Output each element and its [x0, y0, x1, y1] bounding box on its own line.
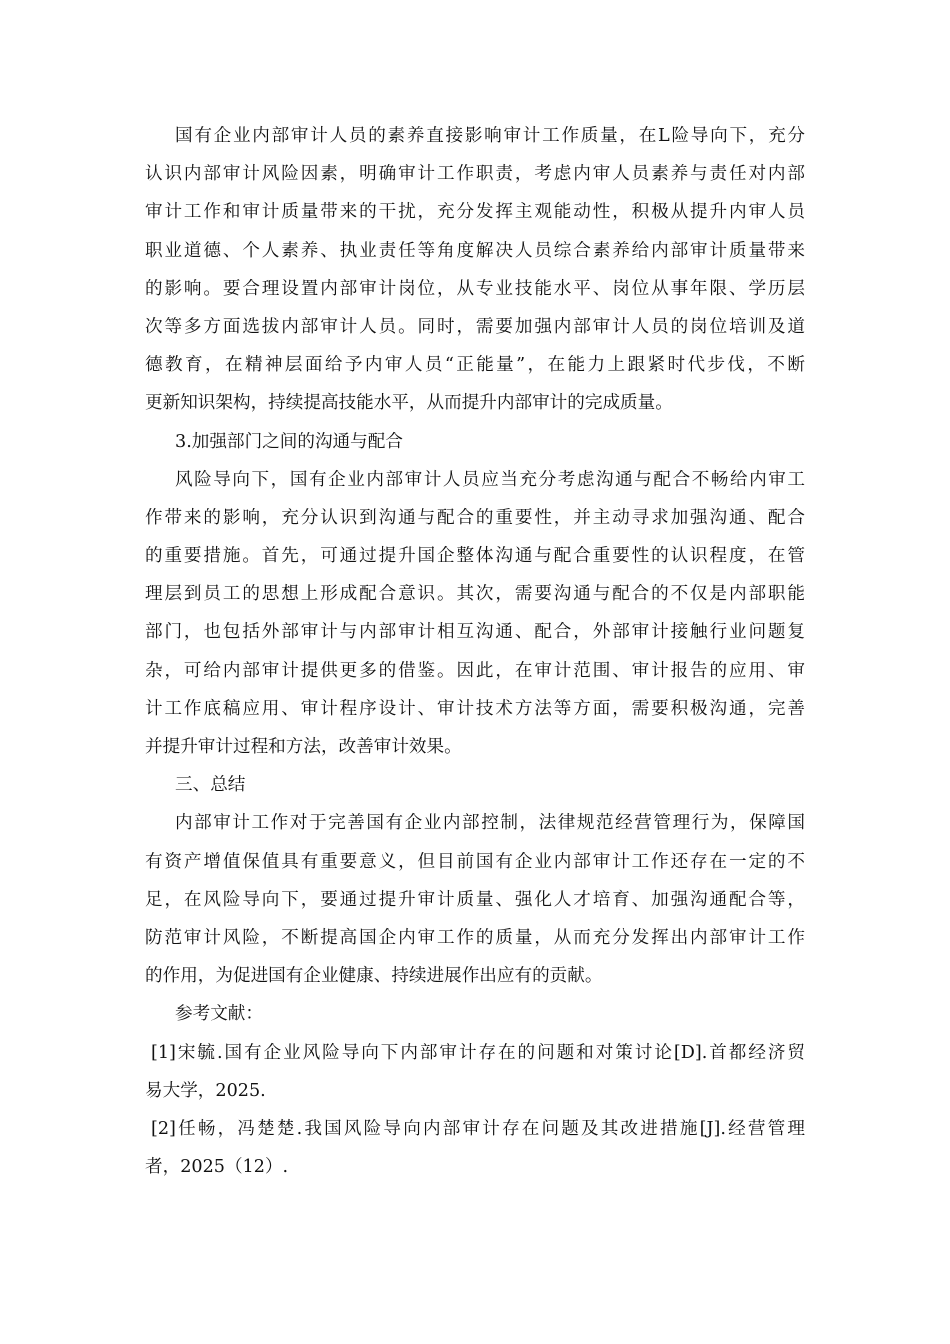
text-line: 理层到员工的思想上形成配合意识。其次，需要沟通与配合的不仅是内部职能 — [145, 584, 805, 605]
text-line: 防范审计风险，不断提高国企内审工作的质量，从而充分发挥出内部审计工作 — [145, 927, 805, 948]
text-line: 足，在风险导向下，要通过提升审计质量、强化人才培育、加强沟通配合等， — [145, 889, 805, 910]
text-line: 并提升审计过程和方法，改善审计效果。 — [145, 737, 462, 757]
text-line: 更新知识架构，持续提高技能水平，从而提升内部审计的完成质量。 — [145, 393, 673, 414]
heading-communication: 3.加强部门之间的沟通与配合 — [175, 431, 403, 452]
text-line: 认识内部审计风险因素，明确审计工作职责，考虑内审人员素养与责任对内部 — [145, 164, 805, 185]
text-line: 德教育，在精神层面给予内审人员“正能量”，在能力上跟紧时代步伐，不断 — [145, 355, 805, 376]
reference-line: [2]任畅，冯楚楚.我国风险导向内部审计存在问题及其改进措施[J].经营管理 — [151, 1118, 805, 1139]
text-line: 内部审计工作对于完善国有企业内部控制，法律规范经营管理行为，保障国 — [175, 813, 805, 834]
text-line: 作带来的影响，充分认识到沟通与配合的重要性，并主动寻求加强沟通、配合 — [145, 507, 805, 528]
text-line: 国有企业内部审计人员的素养直接影响审计工作质量，在L险导向下，充分 — [175, 126, 805, 146]
reference-line: 易大学，2025. — [145, 1080, 266, 1101]
reference-line: 者，2025（12）. — [145, 1157, 289, 1178]
text-line: 的重要措施。首先，可通过提升国企整体沟通与配合重要性的认识程度，在管 — [145, 546, 805, 567]
reference-item — [145, 1110, 805, 1186]
text-line: 计工作底稿应用、审计程序设计、审计技术方法等方面，需要积极沟通，完善 — [145, 698, 805, 719]
text-line: 次等多方面选拔内部审计人员。同时，需要加强内部审计人员的岗位培训及道 — [145, 316, 805, 337]
paragraph-personnel-quality — [145, 117, 805, 423]
text-line: 有资产增值保值具有重要意义，但目前国有企业内部审计工作还存在一定的不 — [145, 851, 805, 872]
heading-references: 参考文献： — [175, 1004, 263, 1025]
reference-item — [145, 1034, 805, 1110]
reference-list — [145, 1034, 805, 1187]
text-line: 的作用，为促进国有企业健康、持续进展作出应有的贡献。 — [145, 966, 603, 987]
document-page — [145, 117, 805, 1186]
heading-summary: 三、总结 — [175, 775, 246, 796]
text-line: 风险导向下，国有企业内部审计人员应当充分考虑沟通与配合不畅给内审工 — [175, 469, 805, 490]
paragraph-communication — [145, 461, 805, 767]
reference-line: [1]宋毓.国有企业风险导向下内部审计存在的问题和对策讨论[D].首都经济贸 — [151, 1042, 805, 1063]
text-line: 职业道德、个人素养、执业责任等角度解决人员综合素养给内部审计质量带来 — [145, 240, 805, 261]
text-line: 杂，可给内部审计提供更多的借鉴。因此，在审计范围、审计报告的应用、审 — [145, 660, 805, 681]
text-line: 审计工作和审计质量带来的干扰，充分发挥主观能动性，积极从提升内审人员 — [145, 202, 805, 223]
text-line: 部门，也包括外部审计与内部审计相互沟通、配合，外部审计接触行业问题复 — [145, 622, 805, 643]
paragraph-summary — [145, 804, 805, 995]
text-line: 的影响。要合理设置内部审计岗位，从专业技能水平、岗位从事年限、学历层 — [145, 278, 805, 299]
